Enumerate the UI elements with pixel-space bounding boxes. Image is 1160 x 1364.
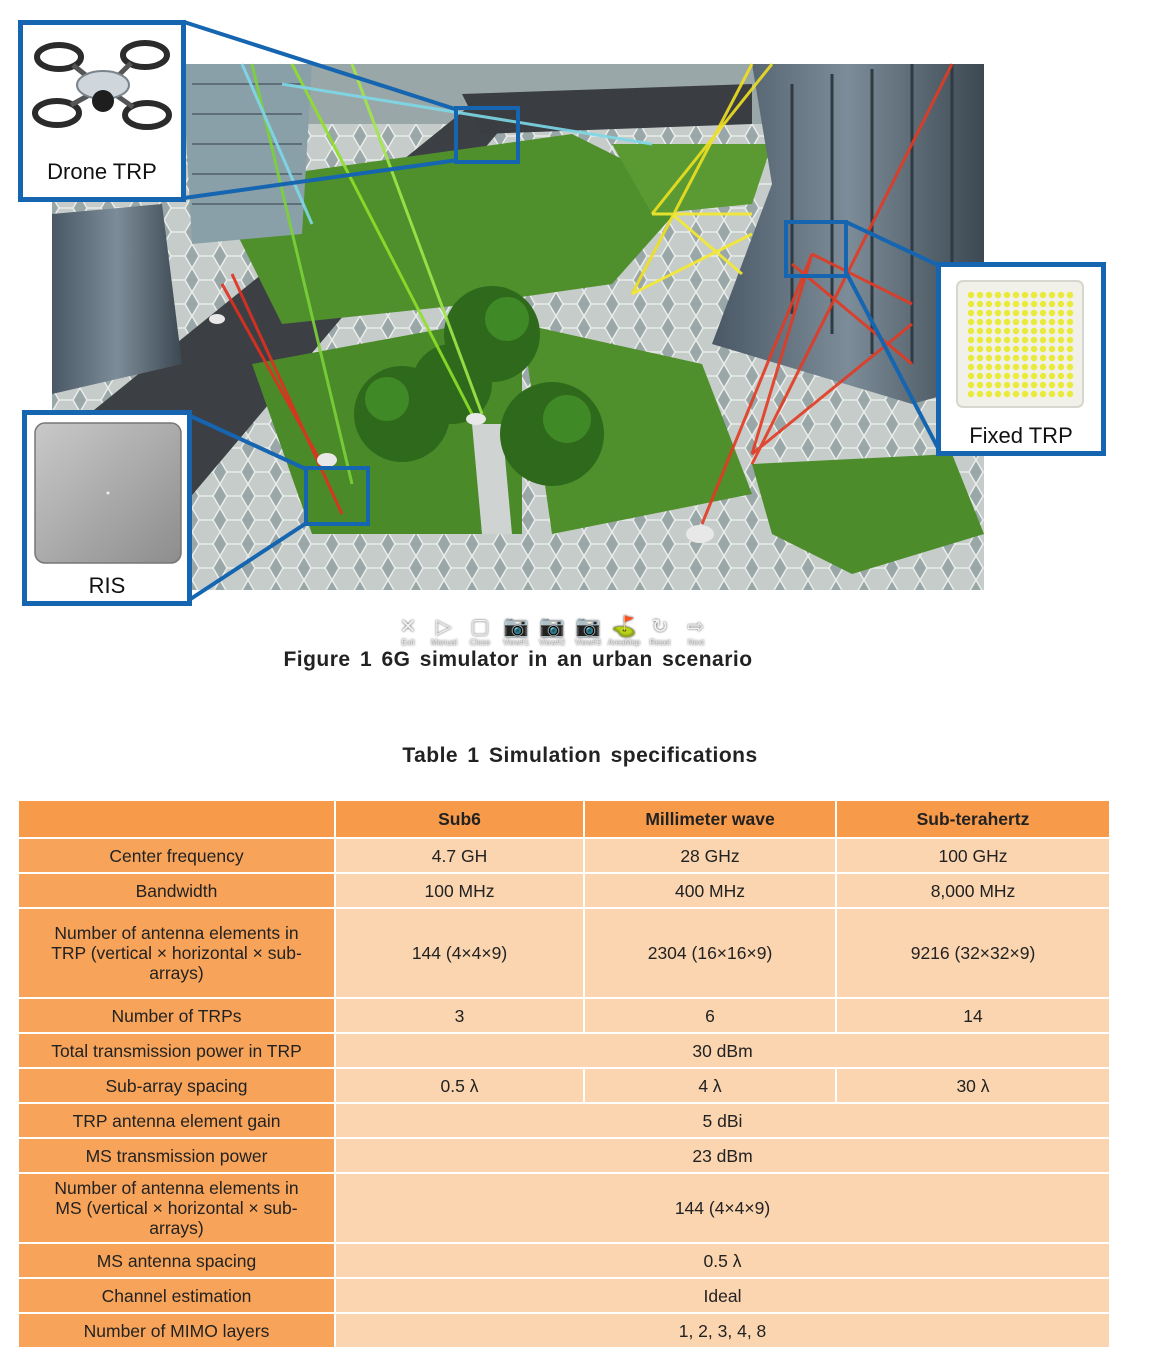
antenna-element-dot xyxy=(968,301,974,307)
antenna-element-dot xyxy=(1004,319,1010,325)
table-cell: 0.5 λ xyxy=(335,1068,584,1103)
antenna-element-dot xyxy=(1049,301,1055,307)
table-row xyxy=(18,1068,1110,1103)
row-label: Number of MIMO layers xyxy=(18,1313,335,1348)
antenna-element-dot xyxy=(977,328,983,334)
antenna-element-dot xyxy=(1067,319,1073,325)
antenna-element-dot xyxy=(977,346,983,352)
antenna-element-dot xyxy=(968,364,974,370)
antenna-element-dot xyxy=(1067,337,1073,343)
antenna-element-dot xyxy=(995,346,1001,352)
antenna-element-dot xyxy=(995,301,1001,307)
toolbar-view2-button[interactable]: 📷 View#2 xyxy=(538,616,566,647)
header-cell-sub6: Sub6 xyxy=(335,800,584,838)
antenna-element-dot xyxy=(986,292,992,298)
antenna-element-dot xyxy=(1013,310,1019,316)
antenna-element-dot xyxy=(1058,292,1064,298)
antenna-element-dot xyxy=(1022,301,1028,307)
antenna-element-dot xyxy=(986,346,992,352)
table-cell: 14 xyxy=(836,998,1110,1033)
antenna-element-dot xyxy=(1022,391,1028,397)
antenna-element-dot xyxy=(1040,355,1046,361)
toolbar-view1-button[interactable]: 📷 View#1 xyxy=(502,616,530,647)
antenna-element-dot xyxy=(1058,355,1064,361)
antenna-element-dot xyxy=(977,301,983,307)
drone-icon xyxy=(23,29,181,149)
table-cell: 3 xyxy=(335,998,584,1033)
table-row xyxy=(18,873,1110,908)
header-cell-subthz: Sub-terahertz xyxy=(836,800,1110,838)
antenna-element-dot xyxy=(1067,373,1073,379)
antenna-element-dot xyxy=(1049,310,1055,316)
antenna-element-dot xyxy=(1004,373,1010,379)
antenna-element-dot xyxy=(1022,382,1028,388)
antenna-element-dot xyxy=(1013,355,1019,361)
antenna-element-dot xyxy=(968,355,974,361)
antenna-element-dot xyxy=(1058,301,1064,307)
antenna-element-dot xyxy=(1067,346,1073,352)
table-cell-span: 30 dBm xyxy=(335,1033,1110,1068)
antenna-element-dot xyxy=(977,337,983,343)
antenna-element-dot xyxy=(977,364,983,370)
antenna-element-dot xyxy=(977,391,983,397)
table-cell: 6 xyxy=(584,998,836,1033)
table-row xyxy=(18,908,1110,998)
square-icon: ▢ xyxy=(470,616,490,638)
antenna-element-dot xyxy=(995,355,1001,361)
antenna-element-dot xyxy=(1022,346,1028,352)
antenna-element-dot xyxy=(1031,373,1037,379)
antenna-element-dot xyxy=(986,310,992,316)
play-icon: ▷ xyxy=(436,616,452,638)
toolbar-next-button[interactable]: ⇨ Next xyxy=(687,616,705,647)
antenna-element-dot xyxy=(1022,373,1028,379)
antenna-element-dot xyxy=(1040,328,1046,334)
ris-inset xyxy=(22,410,192,606)
table-cell: 28 GHz xyxy=(584,838,836,873)
antenna-element-dot xyxy=(1058,391,1064,397)
antenna-element-dot xyxy=(968,337,974,343)
antenna-element-dot xyxy=(1004,382,1010,388)
figure-caption: Figure 1 6G simulator in an urban scenario xyxy=(283,648,753,671)
antenna-element-dot xyxy=(968,292,974,298)
table-row xyxy=(18,998,1110,1033)
table-cell: 4 λ xyxy=(584,1068,836,1103)
antenna-element-dot xyxy=(1049,319,1055,325)
antenna-element-dot xyxy=(1004,355,1010,361)
toolbar-reset-button[interactable]: ↻ Reset xyxy=(649,616,671,647)
row-label: Total transmission power in TRP xyxy=(18,1033,335,1068)
antenna-element-dot xyxy=(1049,364,1055,370)
antenna-element-dot xyxy=(1022,337,1028,343)
toolbar-exit-button[interactable]: ✕ Exit xyxy=(399,616,417,647)
antenna-element-dot xyxy=(977,373,983,379)
antenna-element-dot xyxy=(1013,328,1019,334)
antenna-element-dot xyxy=(1040,301,1046,307)
antenna-element-dot xyxy=(1049,391,1055,397)
antenna-element-dot xyxy=(977,310,983,316)
antenna-element-dot xyxy=(1031,301,1037,307)
table-cell: 8,000 MHz xyxy=(836,873,1110,908)
table-row xyxy=(18,1138,1110,1173)
antenna-element-dot xyxy=(986,382,992,388)
antenna-element-dot xyxy=(1004,364,1010,370)
table-row xyxy=(18,838,1110,873)
row-label: Bandwidth xyxy=(18,873,335,908)
camera-icon: 📷 xyxy=(539,616,565,638)
row-label: Number of antenna elements in TRP (vertical × horizontal × sub-arrays) xyxy=(18,908,335,998)
antenna-element-dot xyxy=(968,391,974,397)
antenna-element-dot xyxy=(1040,310,1046,316)
antenna-element-dot xyxy=(1067,382,1073,388)
antenna-element-dot xyxy=(1004,328,1010,334)
antenna-element-dot xyxy=(968,310,974,316)
antenna-array-icon xyxy=(955,279,1085,409)
antenna-element-dot xyxy=(977,319,983,325)
antenna-element-dot xyxy=(1040,319,1046,325)
antenna-element-dot xyxy=(986,337,992,343)
table-cell-span: 5 dBi xyxy=(335,1103,1110,1138)
camera-icon: 📷 xyxy=(503,616,529,638)
row-label: Channel estimation xyxy=(18,1278,335,1313)
antenna-element-dot xyxy=(1013,292,1019,298)
antenna-element-dot xyxy=(1013,364,1019,370)
antenna-element-dot xyxy=(1058,337,1064,343)
antenna-element-dot xyxy=(1040,382,1046,388)
antenna-element-dot xyxy=(1004,292,1010,298)
antenna-element-dot xyxy=(1067,364,1073,370)
antenna-element-dot xyxy=(1040,373,1046,379)
antenna-element-dot xyxy=(1067,292,1073,298)
antenna-element-dot xyxy=(977,382,983,388)
antenna-element-dot xyxy=(995,337,1001,343)
table-caption: Table 1 Simulation specifications xyxy=(402,744,758,767)
antenna-element-dot xyxy=(1022,319,1028,325)
table-cell-span: 144 (4×4×9) xyxy=(335,1173,1110,1243)
antenna-element-dot xyxy=(1049,355,1055,361)
antenna-element-dot xyxy=(1040,292,1046,298)
antenna-element-dot xyxy=(968,382,974,388)
antenna-element-dot xyxy=(986,301,992,307)
antenna-element-dot xyxy=(1049,382,1055,388)
toolbar-manual-button[interactable]: ▷ Manual xyxy=(430,616,458,647)
antenna-element-dot xyxy=(1031,346,1037,352)
table-cell-span: 23 dBm xyxy=(335,1138,1110,1173)
antenna-element-dot xyxy=(1049,373,1055,379)
antenna-element-dot xyxy=(977,292,983,298)
table-row xyxy=(18,1033,1110,1068)
antenna-element-dot xyxy=(1040,364,1046,370)
antenna-element-dot xyxy=(1022,310,1028,316)
header-cell-empty xyxy=(18,800,335,838)
antenna-element-dot xyxy=(1067,310,1073,316)
table-cell: 100 MHz xyxy=(335,873,584,908)
antenna-element-dot xyxy=(986,328,992,334)
table-cell-span: 1, 2, 3, 4, 8 xyxy=(335,1313,1110,1348)
antenna-element-dot xyxy=(1031,328,1037,334)
row-label: MS transmission power xyxy=(18,1138,335,1173)
reset-icon: ↻ xyxy=(651,616,669,638)
antenna-element-dot xyxy=(968,346,974,352)
drone-trp-inset xyxy=(18,20,186,202)
table-cell: 2304 (16×16×9) xyxy=(584,908,836,998)
antenna-element-dot xyxy=(1031,319,1037,325)
antenna-element-dot xyxy=(986,355,992,361)
antenna-element-dot xyxy=(1004,346,1010,352)
antenna-element-dot xyxy=(995,310,1001,316)
row-label: MS antenna spacing xyxy=(18,1243,335,1278)
antenna-element-dot xyxy=(1049,346,1055,352)
antenna-element-dot xyxy=(986,391,992,397)
table-cell: 144 (4×4×9) xyxy=(335,908,584,998)
arrow-right-icon: ⇨ xyxy=(687,616,705,638)
table-row xyxy=(18,1243,1110,1278)
simulator-toolbar xyxy=(392,616,712,647)
header-cell-mmwave: Millimeter wave xyxy=(584,800,836,838)
map-icon: ⛳ xyxy=(611,616,637,638)
antenna-element-dot xyxy=(1013,391,1019,397)
antenna-element-dot xyxy=(995,328,1001,334)
table-cell: 4.7 GH xyxy=(335,838,584,873)
antenna-element-dot xyxy=(1013,337,1019,343)
table-cell: 9216 (32×32×9) xyxy=(836,908,1110,998)
table-row xyxy=(18,1278,1110,1313)
row-label: Number of TRPs xyxy=(18,998,335,1033)
table-row xyxy=(18,1103,1110,1138)
table-row xyxy=(18,1313,1110,1348)
table-cell-span: Ideal xyxy=(335,1278,1110,1313)
antenna-element-dot xyxy=(1058,346,1064,352)
antenna-element-dot xyxy=(1031,310,1037,316)
table-cell: 400 MHz xyxy=(584,873,836,908)
antenna-element-dot xyxy=(1031,364,1037,370)
ris-panel-icon xyxy=(31,419,185,567)
antenna-element-dot xyxy=(1022,355,1028,361)
table-header-row xyxy=(18,800,1110,838)
antenna-element-dot xyxy=(1004,310,1010,316)
antenna-element-dot xyxy=(995,292,1001,298)
table-cell-span: 0.5 λ xyxy=(335,1243,1110,1278)
close-icon: ✕ xyxy=(399,616,417,638)
antenna-element-dot xyxy=(1040,346,1046,352)
antenna-element-dot xyxy=(995,382,1001,388)
row-label: Number of antenna elements in MS (vertical × horizontal × sub-arrays) xyxy=(18,1173,335,1243)
antenna-element-dot xyxy=(986,364,992,370)
antenna-element-dot xyxy=(986,373,992,379)
antenna-element-dot xyxy=(1022,328,1028,334)
antenna-element-dot xyxy=(1031,355,1037,361)
row-label: Center frequency xyxy=(18,838,335,873)
figure-1 xyxy=(0,0,1125,647)
antenna-element-dot xyxy=(1049,337,1055,343)
table-cell: 100 GHz xyxy=(836,838,1110,873)
antenna-element-dot xyxy=(1004,301,1010,307)
antenna-element-dot xyxy=(1031,382,1037,388)
row-label: TRP antenna element gain xyxy=(18,1103,335,1138)
antenna-element-dot xyxy=(1067,391,1073,397)
antenna-element-dot xyxy=(1049,292,1055,298)
antenna-element-dot xyxy=(1058,319,1064,325)
toolbar-view3-button[interactable]: 📷 View#3 xyxy=(574,616,602,647)
antenna-element-dot xyxy=(968,328,974,334)
drone-trp-label: Drone TRP xyxy=(47,159,157,184)
antenna-element-dot xyxy=(1013,382,1019,388)
fixed-trp-label: Fixed TRP xyxy=(969,423,1073,448)
antenna-element-dot xyxy=(1040,391,1046,397)
antenna-element-dot xyxy=(1049,328,1055,334)
antenna-element-dot xyxy=(995,364,1001,370)
antenna-element-dot xyxy=(1067,301,1073,307)
antenna-element-dot xyxy=(995,319,1001,325)
antenna-element-dot xyxy=(1067,355,1073,361)
antenna-element-dot xyxy=(986,319,992,325)
toolbar-areamap-button[interactable]: ⛳ AreaMap xyxy=(607,616,641,647)
antenna-element-dot xyxy=(1058,382,1064,388)
antenna-element-dot xyxy=(995,391,1001,397)
antenna-element-dot xyxy=(1022,364,1028,370)
table-cell: 30 λ xyxy=(836,1068,1110,1103)
antenna-element-dot xyxy=(1031,391,1037,397)
table-row xyxy=(18,1173,1110,1243)
antenna-element-dot xyxy=(1031,292,1037,298)
antenna-element-dot xyxy=(1067,328,1073,334)
antenna-element-dot xyxy=(968,373,974,379)
antenna-element-dot xyxy=(977,355,983,361)
camera-icon: 📷 xyxy=(575,616,601,638)
toolbar-close-button[interactable]: ▢ Close xyxy=(469,616,491,647)
antenna-element-dot xyxy=(1013,319,1019,325)
antenna-element-dot xyxy=(1004,337,1010,343)
ris-label: RIS xyxy=(88,573,126,598)
antenna-element-dot xyxy=(1013,373,1019,379)
antenna-element-dot xyxy=(1022,292,1028,298)
antenna-element-dot xyxy=(995,373,1001,379)
simulation-specifications-table xyxy=(17,799,1111,1349)
antenna-element-dot xyxy=(1058,310,1064,316)
antenna-element-dot xyxy=(1013,346,1019,352)
antenna-element-dot xyxy=(1058,364,1064,370)
antenna-element-dot xyxy=(1031,337,1037,343)
antenna-element-dot xyxy=(1040,337,1046,343)
antenna-element-dot xyxy=(1004,391,1010,397)
antenna-element-dot xyxy=(968,319,974,325)
antenna-element-dot xyxy=(1013,301,1019,307)
antenna-element-dot xyxy=(1058,373,1064,379)
antenna-element-dot xyxy=(1058,328,1064,334)
fixed-trp-inset xyxy=(936,262,1106,456)
row-label: Sub-array spacing xyxy=(18,1068,335,1103)
